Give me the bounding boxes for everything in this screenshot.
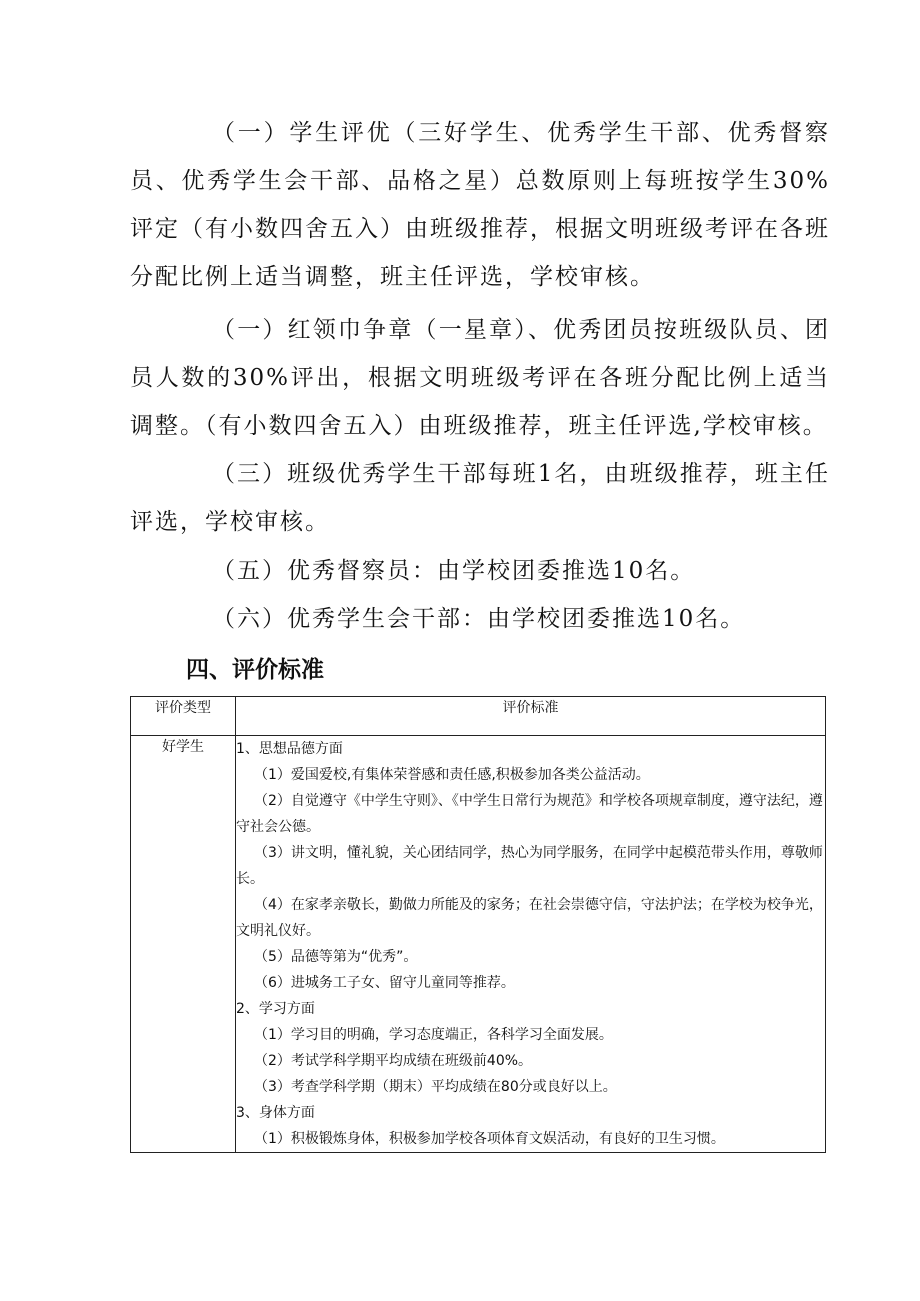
list-item: （1）学习目的明确，学习态度端正，各科学习全面发展。 — [254, 1027, 613, 1043]
list-item: （1）爱国爱校,有集体荣誉感和责任感,积极参加各类公益活动。 — [254, 767, 650, 783]
row-type-cell: 好学生 — [131, 736, 236, 1153]
list-item: （1）积极锻炼身体，积极参加学校各项体育文娱活动，有良好的卫生习惯。 — [254, 1131, 725, 1147]
paragraph-student-union: （六）优秀学生会干部：由学校团委推选10名。 — [212, 606, 746, 632]
section-title-study: 2、学习方面 — [236, 1001, 315, 1017]
standards-cell — [236, 736, 826, 1153]
header-evaluation-standard: 评价标准 — [236, 697, 826, 736]
header-evaluation-type: 评价类型 — [131, 697, 236, 736]
paragraph-class-cadre: （三）班级优秀学生干部每班1名，由班级推荐，班主任评选，学校审核。 — [130, 461, 830, 535]
list-item: （6）进城务工子女、留守儿童同等推荐。 — [254, 975, 515, 991]
paragraph-red-scarf-badge: （一）红领巾争章（一星章）、优秀团员按班级队员、团员人数的30%评出，根据文明班级考评在各班分配比例上适当调整。（有小数四舍五入）由班级推荐，班主任评选,学校审核。 — [130, 317, 830, 439]
paragraph-student-awards: （一）学生评优（三好学生、优秀学生干部、优秀督察员、优秀学生会干部、品格之星）总数原则上每班按学生30%评定（有小数四舍五入）由班级推荐，根据文明班级考评在各班分配比例上适当调整，班主任评选，学校审核。 — [130, 120, 830, 290]
section-title-physical: 3、身体方面 — [236, 1105, 315, 1121]
table-row — [131, 736, 826, 1153]
section-heading: 四、评价标准 — [186, 657, 324, 683]
list-item: （3）考查学科学期（期末）平均成绩在80分或良好以上。 — [254, 1079, 617, 1095]
evaluation-standards-table — [130, 696, 826, 1153]
list-item: （2）考试学科学期平均成绩在班级前40%。 — [254, 1053, 533, 1069]
list-item: （2）自觉遵守《中学生守则》、《中学生日常行为规范》和学校各项规章制度，遵守法纪，遵守社会公德。 — [236, 793, 823, 835]
list-item: （3）讲文明，懂礼貌，关心团结同学，热心为同学服务，在同学中起模范带头作用，尊敬师长。 — [236, 845, 823, 887]
list-item: （4）在家孝亲敬长，勤做力所能及的家务；在社会崇德守信，守法护法；在学校为校争光，文明礼仪好。 — [236, 897, 823, 939]
table-header-row — [131, 697, 826, 736]
section-title-morality: 1、思想品德方面 — [236, 741, 343, 757]
list-item: （5）品德等第为“优秀”。 — [254, 949, 418, 965]
paragraph-supervisor: （五）优秀督察员：由学校团委推选10名。 — [212, 558, 696, 584]
